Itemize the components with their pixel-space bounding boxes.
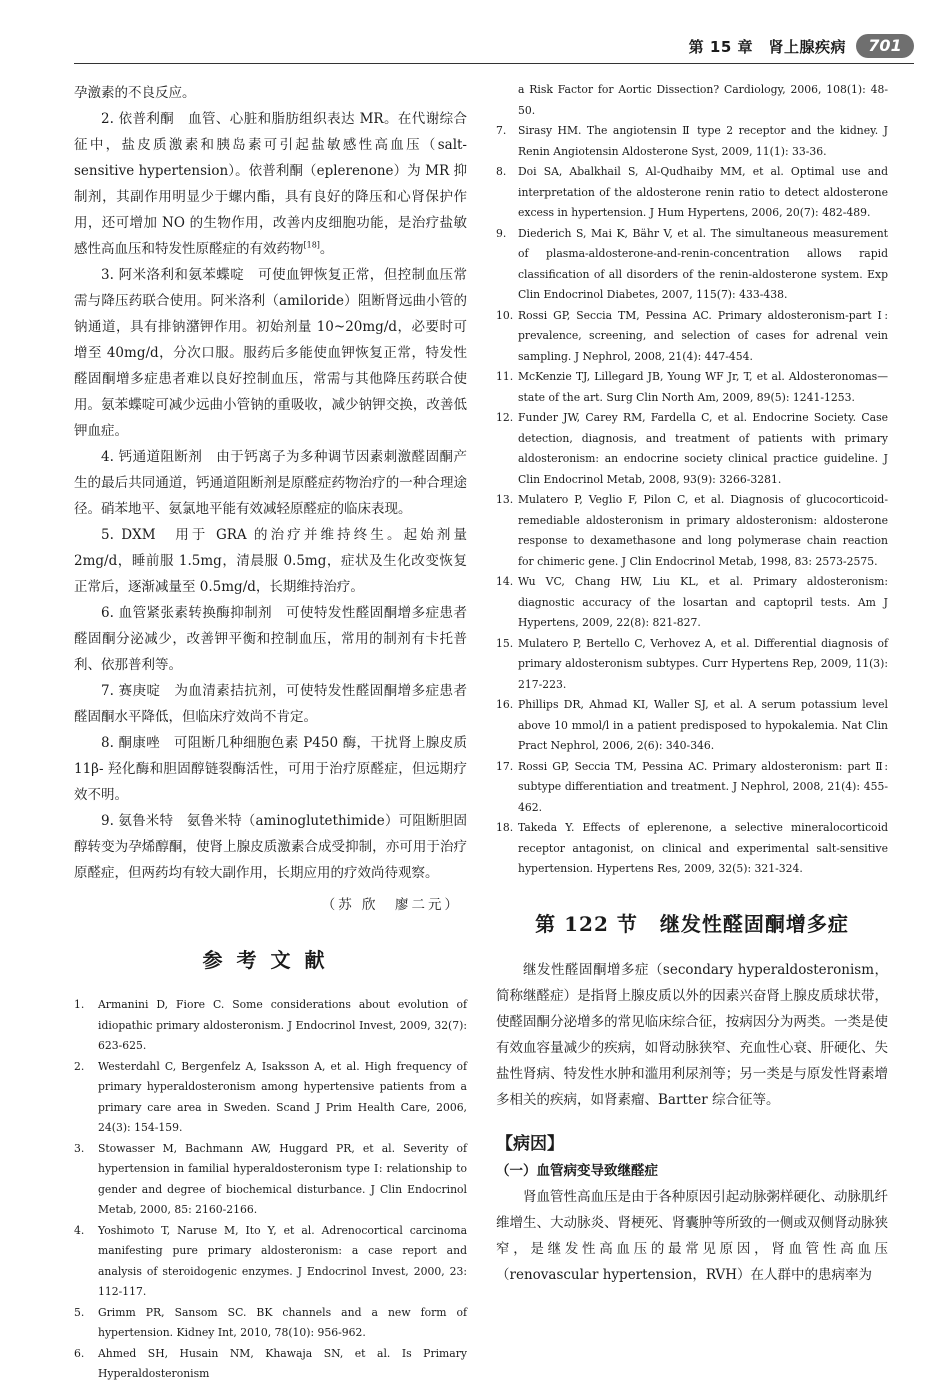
running-header <box>689 34 914 58</box>
reference-number: 7. <box>496 124 507 137</box>
left-column <box>74 80 467 1385</box>
paragraph: 3. 阿米洛利和氨苯蝶啶 可使血钾恢复正常，但控制血压常需与降压药联合使用。阿米洛利（amiloride）阻断肾远曲小管的钠通道，具有排钠潴钾作用。初始剂量 10~20mg/d，必要时可增至 40mg/d，分次口服。服药后多能使血钾恢复正常，特发性醛固酮增多症患者难以良好控制血压，常需与其他降压药联合使用。氨苯蝶啶可减少远曲小管钠的重吸收，减少钠钾交换，改善低钾血症。 <box>74 267 467 439</box>
reference-number: 4. <box>74 1223 85 1237</box>
reference-number: 3. <box>74 1141 85 1155</box>
reference-item <box>496 162 888 224</box>
reference-text: Sirasy HM. The angiotensin Ⅱ type 2 receptor and the kidney. J Renin Angiotensin Aldosterone Syst, 2009, 11(1): 33-36. <box>518 124 888 158</box>
reference-item <box>496 306 888 368</box>
paragraph: 6. 血管紧张素转换酶抑制剂 可使特发性醛固酮增多症患者醛固酮分泌减少，改善钾平衡和控制血压，常用的制剂有卡托普利、依那普利等。 <box>74 605 467 673</box>
reference-number: 1. <box>74 998 85 1011</box>
paragraph: 4. 钙通道阻断剂 由于钙离子为多种调节因素刺激醛固酮产生的最后共同通道，钙通道阻断剂是原醛症药物治疗的一种合理途径。硝苯地平、氨氯地平能有效减轻原醛症的临床表现。 <box>74 449 467 517</box>
reference-item <box>496 634 888 696</box>
citation: [18] <box>303 240 320 250</box>
reference-text: Rossi GP, Seccia TM, Pessina AC. Primary aldosteronism-part Ⅰ: prevalence, screening, and selection of cases for adrenal vein sampling. J Nephrol, 2008, 21(4): 447-454. <box>518 308 888 363</box>
paragraph: 孕激素的不良反应。 <box>74 85 196 101</box>
reference-list <box>74 995 467 1385</box>
reference-text: Rossi GP, Seccia TM, Pessina AC. Primary aldosteronism: part Ⅱ: subtype differentiation and treatment. J Nephrol, 2008, 21(4): 455-462. <box>518 759 888 814</box>
reference-text: Funder JW, Carey RM, Fardella C, et al. Endocrine Society. Case detection, diagnosis, and treatment of patients with primary aldosteronism: an endocrine society clinical practice guideline. J Clin Endocrinol Metab, 2008, 93(9): 3266-3281. <box>518 411 888 486</box>
section-name: 继发性醛固酮增多症 <box>659 911 849 936</box>
section-title <box>496 908 888 937</box>
reference-text: McKenzie TJ, Lillegard JB, Young WF Jr, T, et al. Aldosteronomas—state of the art. Surg Clin North Am, 2009, 89(5): 1241-1253. <box>518 370 888 404</box>
reference-number: 15. <box>496 636 514 650</box>
reference-number: 13. <box>496 493 514 506</box>
reference-number: 18. <box>496 821 514 834</box>
reference-list-continued <box>496 80 888 880</box>
reference-number: 8. <box>496 165 507 178</box>
reference-item <box>496 695 888 757</box>
reference-item <box>74 995 467 1057</box>
reference-number: 11. <box>496 370 514 383</box>
reference-item <box>496 121 888 162</box>
paragraph-eplerenone: 2. 依普利酮 血管、心脏和脂肪组织表达 MR。在代谢综合征中，盐皮质激素和胰岛素可引起盐敏感性高血压（salt-sensitive hypertension）。依普利酮（eplerenone）为 MR 抑制剂，其副作用明显少于螺内酯，具有良好的降压和心肾保护作用，还可增加 NO 的生物作用，改善内皮细胞功能，是治疗盐敏感性高血压和特发性原醛症的有效药物[18]。 <box>74 111 467 257</box>
right-column <box>496 80 888 1288</box>
reference-text: Diederich S, Mai K, Bähr V, et al. The simultaneous measurement of plasma-aldosterone-and-renin-concentration allows rapid classification of all disorders of the renin-aldosterone system. Exp Clin Endocrinol Diabetes, 2007, 115(7): 433-438. <box>518 226 888 301</box>
paragraph: 5. DXM 用于 GRA 的治疗并维持终生。起始剂量 2mg/d，睡前服 1.5mg，清晨服 0.5mg，症状及生化改变恢复正常后，逐渐减量至 0.5mg/d，长期维持治疗。 <box>74 527 467 595</box>
reference-number: 10. <box>496 308 514 322</box>
cause-heading: 【病因】 <box>496 1133 564 1154</box>
reference-text: a Risk Factor for Aortic Dissection? Cardiology, 2006, 108(1): 48-50. <box>518 83 888 117</box>
subheading: （一）血管病变导致继醛症 <box>496 1162 658 1179</box>
reference-item <box>496 408 888 490</box>
page-number: 701 <box>856 34 914 58</box>
reference-item <box>496 367 888 408</box>
reference-item <box>74 1221 467 1303</box>
reference-item <box>74 1139 467 1221</box>
reference-text: Grimm PR, Sansom SC. BK channels and a new form of hypertension. Kidney Int, 2010, 78(10): 956-962. <box>98 1305 467 1339</box>
reference-text: Westerdahl C, Bergenfelz A, Isaksson A, et al. High frequency of primary hyperaldosteronism among hypertensive patients from a primary care area in Sweden. Scand J Prim Health Care, 2006, 24(3): 154-159. <box>98 1059 467 1134</box>
reference-text: Yoshimoto T, Naruse M, Ito Y, et al. Adrenocortical carcinoma manifesting pure primary aldosteronism: a case report and analysis of steroidogenic enzymes. J Endocrinol Invest, 2000, 23: 112-117. <box>98 1223 467 1298</box>
reference-text: Armanini D, Fiore C. Some considerations about evolution of idiopathic primary aldosteronism. J Endocrinol Invest, 2009, 32(7): 623-625. <box>98 998 467 1052</box>
header-rule <box>74 63 914 64</box>
references-title: 参考文献 <box>202 948 339 972</box>
reference-text: Stowasser M, Bachmann AW, Huggard PR, et al. Severity of hypertension in familial hyperaldosteronism type Ⅰ: relationship to gender and degree of biochemical disturbance. J Clin Endocrinol Metab, 2000, 85: 2160-2166. <box>98 1141 467 1216</box>
reference-number: 2. <box>74 1059 85 1073</box>
reference-number: 16. <box>496 698 514 711</box>
reference-item <box>74 1303 467 1344</box>
reference-number: 9. <box>496 226 507 240</box>
paragraph: 7. 赛庚啶 为血清素拮抗剂，可使特发性醛固酮增多症患者醛固酮水平降低，但临床疗效尚不肯定。 <box>74 683 467 725</box>
paragraph: 肾血管性高血压是由于各种原因引起动脉粥样硬化、动脉肌纤维增生、大动脉炎、肾梗死、肾囊肿等所致的一侧或双侧肾动脉狭窄，是继发性高血压的最常见原因，肾血管性高血压（renovascular hypertension，RVH）在人群中的患病率为 <box>496 1188 888 1283</box>
reference-number: 14. <box>496 575 514 588</box>
reference-item <box>496 818 888 880</box>
paragraph: 9. 氨鲁米特 氨鲁米特（aminoglutethimide）可阻断胆固醇转变为孕烯醇酮，使肾上腺皮质激素合成受抑制，亦可用于治疗原醛症，但两药均有较大副作用，长期应用的疗效尚待观察。 <box>74 813 467 881</box>
reference-text: Takeda Y. Effects of eplerenone, a selective mineralocorticoid receptor antagonist, on clinical and experimental salt-sensitive hypertension. Hypertens Res, 2009, 32(5): 321-324. <box>518 821 888 875</box>
reference-text: Mulatero P, Bertello C, Verhovez A, et al. Differential diagnosis of primary aldosteronism subtypes. Curr Hypertens Rep, 2009, 11(3): 217-223. <box>518 636 888 691</box>
reference-item <box>496 490 888 572</box>
reference-text: Mulatero P, Veglio F, Pilon C, et al. Diagnosis of glucocorticoid-remediable aldosteronism in primary aldosteronism: aldosterone response to dexamethasone and long polymerase chain reaction for chimeric gene. J Clin Endocrinol Metab, 1998, 83: 2573-2575. <box>518 493 888 568</box>
section-number: 第 122 节 <box>535 911 638 936</box>
reference-text: Wu VC, Chang HW, Liu KL, et al. Primary aldosteronism: diagnostic accuracy of the losartan and captopril tests. Am J Hypertens, 2009, 22(8): 821-827. <box>518 575 888 629</box>
chapter-title: 第 15 章 肾上腺疾病 <box>688 37 846 56</box>
reference-item <box>496 572 888 634</box>
reference-item <box>496 224 888 306</box>
reference-text: Ahmed SH, Husain NM, Khawaja SN, et al. Is Primary Hyperaldosteronism <box>98 1346 467 1380</box>
section-intro: 继发性醛固酮增多症（secondary hyperaldosteronism，简称继醛症）是指肾上腺皮质以外的因素兴奋肾上腺皮质球状带，使醛固酮分泌增多的常见临床综合征，按病因分为两类。一类是使有效血容量减少的疾病，如肾动脉狭窄、充血性心衰、肝硬化、失盐性肾病、特发性水肿和滥用利尿剂等；另一类是与原发性肾素增多相关的疾病，如肾素瘤、Bartter 综合征等。 <box>496 961 888 1108</box>
authors: （苏 欣 廖二元） <box>321 897 461 913</box>
reference-number: 6. <box>74 1346 85 1360</box>
reference-text: Doi SA, Abalkhail S, Al-Qudhaiby MM, et al. Optimal use and interpretation of the aldosterone renin ratio to detect aldosterone excess in hypertension. J Hum Hypertens, 2006, 20(7): 482-489. <box>518 165 888 219</box>
paragraph: 8. 酮康唑 可阻断几种细胞色素 P450 酶，干扰肾上腺皮质 11β- 羟化酶和胆固醇链裂酶活性，可用于治疗原醛症，但远期疗效不明。 <box>74 735 467 803</box>
reference-number: 5. <box>74 1305 85 1319</box>
reference-number: 12. <box>496 411 514 424</box>
reference-item-continued <box>496 80 888 121</box>
reference-item <box>74 1057 467 1139</box>
reference-item <box>74 1344 467 1385</box>
reference-number: 17. <box>496 759 514 773</box>
reference-text: Phillips DR, Ahmad KI, Waller SJ, et al. A serum potassium level above 10 mmol/l in a patient predisposed to hypokalemia. Nat Clin Pract Nephrol, 2006, 2(6): 340-346. <box>518 698 888 752</box>
reference-item <box>496 757 888 819</box>
